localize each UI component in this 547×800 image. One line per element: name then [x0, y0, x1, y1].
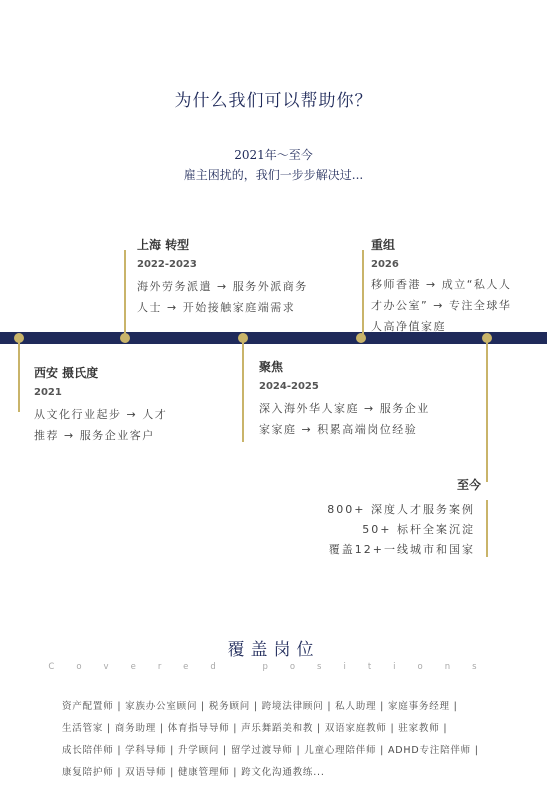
milestone-shanghai: [137, 236, 308, 318]
milestone-desc-line: 人高净值家庭: [371, 320, 446, 333]
timeline-dot: [14, 333, 24, 343]
timeline-connector: [362, 250, 364, 334]
milestone-desc-line: 才办公室” → 专注全球华: [371, 299, 512, 312]
intro-subtitle: 雇主困扰的，我们一步步解决过...: [183, 168, 364, 182]
positions-line: 资产配置师 | 家族办公室顾问 | 税务顾问 | 跨境法律顾问 | 私人助理 | 家庭事务经理 |: [62, 701, 458, 712]
timeline-dot: [356, 333, 366, 343]
milestone-year: 2026: [371, 259, 399, 270]
page-title: 为什么我们可以帮助你？: [174, 91, 373, 111]
covered-title: 覆盖岗位: [227, 640, 320, 660]
milestone-desc-line: 海外劳务派遣 → 服务外派商务: [137, 280, 308, 293]
milestone-restructure: [371, 236, 511, 337]
milestone-desc-line: 人士 → 开始接触家庭端需求: [137, 301, 296, 314]
timeline-dot: [238, 333, 248, 343]
timeline-connector: [124, 250, 126, 334]
present-accent-bar: [486, 500, 488, 557]
milestone-desc-line: 从文化行业起步 → 人才: [34, 408, 168, 421]
milestone-year: 2024-2025: [259, 381, 319, 392]
timeline-connector: [486, 342, 488, 482]
intro-period: 2021年～至今: [234, 148, 313, 162]
milestone-desc-line: 深入海外华人家庭 → 服务企业: [259, 402, 430, 415]
milestone-focus: [259, 358, 430, 440]
present-item: 50+ 标杆全案沉淀: [362, 523, 475, 536]
milestone-title: 上海 转型: [137, 238, 190, 252]
milestone-desc-line: 家家庭 → 积累高端岗位经验: [259, 423, 418, 436]
timeline-connector: [18, 342, 20, 412]
milestone-desc-line: 推荐 → 服务企业客户: [34, 429, 155, 442]
covered-subtitle: Covered positions: [48, 662, 499, 672]
timeline-connector: [242, 342, 244, 442]
timeline-dot: [120, 333, 130, 343]
positions-line: 成长陪伴师 | 学科导师 | 升学顾问 | 留学过渡导师 | 儿童心理陪伴师 | ADHD专注陪伴师 |: [62, 745, 479, 756]
milestone-year: 2022-2023: [137, 259, 197, 270]
milestone-title: 西安 摄氏度: [34, 366, 99, 380]
milestone-title: 聚焦: [259, 360, 284, 374]
present-item: 800+ 深度人才服务案例: [327, 503, 475, 516]
positions-line: 康复陪护师 | 双语导师 | 健康管理师 | 跨文化沟通教练...: [62, 767, 325, 778]
milestone-xian: [34, 364, 167, 446]
present-item: 覆盖12+一线城市和国家: [328, 543, 475, 556]
present-title: 至今: [456, 478, 481, 492]
milestone-title: 重组: [371, 238, 396, 252]
milestone-desc-line: 移师香港 → 成立“私人人: [371, 278, 512, 291]
positions-line: 生活管家 | 商务助理 | 体育指导导师 | 声乐舞蹈美和教 | 双语家庭教师 | 驻家教师 |: [62, 723, 448, 734]
milestone-year: 2021: [34, 387, 62, 398]
